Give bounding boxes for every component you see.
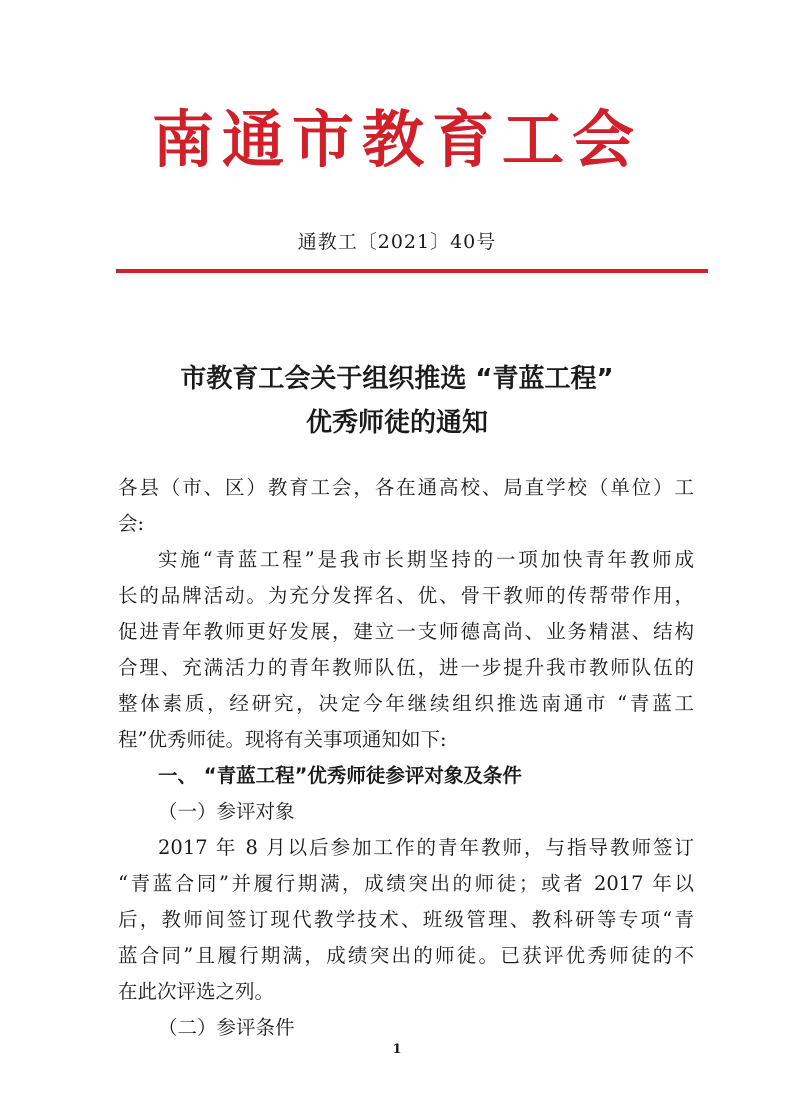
notice-title-line-2: 优秀师徒的通知 (305, 408, 488, 438)
paragraph-line: “青蓝合同”并履行期满，成绩突出的师徒；或者 2017 年以 (118, 872, 694, 895)
section-heading: 一、 “青蓝工程”优秀师徒参评对象及条件 (158, 764, 522, 787)
organization-header: 南通市教育工会 (151, 103, 642, 176)
notice-title-line-1: 市教育工会关于组织推选 “青蓝工程” (180, 364, 614, 394)
paragraph-line: 长的品牌活动。为充分发挥名、优、骨干教师的传帮带作用， (118, 584, 694, 607)
subsection-heading: （一）参评对象 (158, 800, 295, 823)
page-number: 1 (392, 1042, 402, 1057)
notice-title (0, 357, 794, 445)
paragraph-line: 实施“青蓝工程”是我市长期坚持的一项加快青年教师成 (158, 548, 694, 571)
paragraph-line-end: 在此次评选之列。 (118, 980, 275, 1003)
paragraph-line: 促进青年教师更好发展，建立一支师德高尚、业务精湛、结构 (118, 620, 694, 643)
document-number: 通教工〔2021〕40号 (297, 231, 497, 253)
paragraph-line: 后，教师间签订现代教学技术、班级管理、教科研等专项“青 (118, 908, 694, 931)
subsection-heading: （二）参评条件 (158, 1016, 295, 1039)
paragraph-line: 蓝合同”且履行期满，成绩突出的师徒。已获评优秀师徒的不 (118, 944, 694, 967)
paragraph-line: 2017 年 8 月以后参加工作的青年教师，与指导教师签订 (158, 836, 694, 859)
addressee-line: 各县（市、区）教育工会，各在通高校、局直学校（单位）工 (118, 476, 694, 499)
notice-body (118, 470, 694, 1046)
addressee-line-end: 会: (118, 512, 145, 535)
red-divider-rule (116, 269, 708, 273)
paragraph-line: 整体素质，经研究，决定今年继续组织推选南通市 “青蓝工 (118, 692, 694, 715)
paragraph-line-end: 程”优秀师徒。现将有关事项通知如下: (118, 728, 447, 751)
paragraph-line: 合理、充满活力的青年教师队伍，进一步提升我市教师队伍的 (118, 656, 694, 679)
